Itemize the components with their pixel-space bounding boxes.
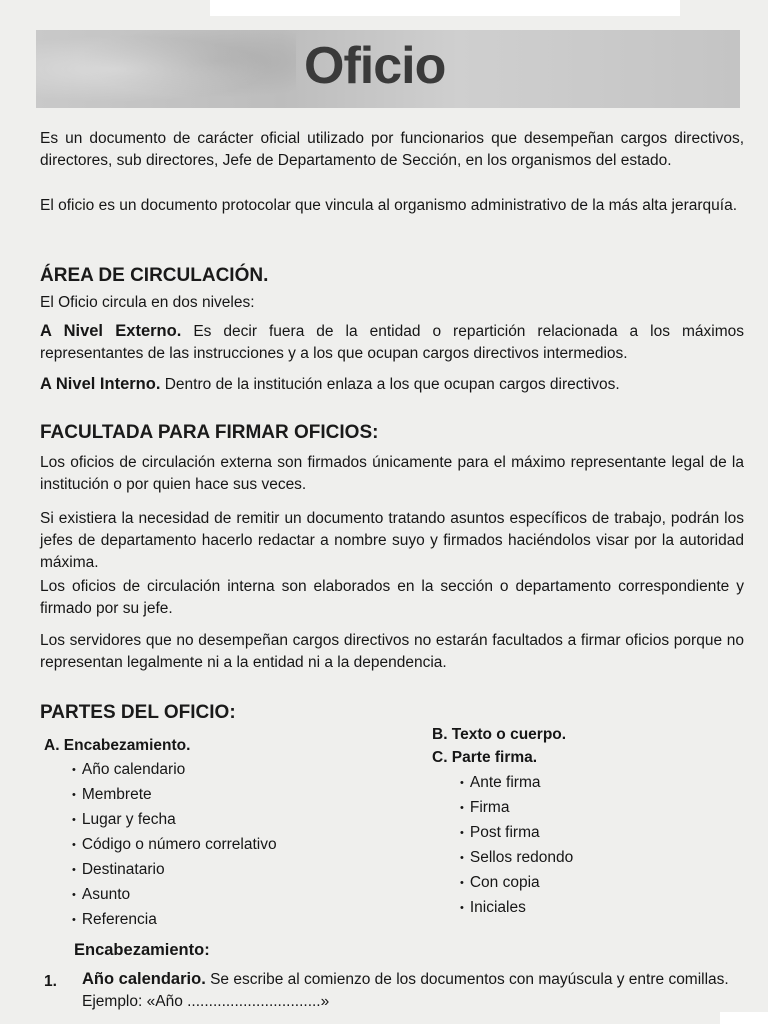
facultada-heading: FACULTADA PARA FIRMAR OFICIOS:	[40, 422, 379, 443]
list-item: • Lugar y fecha	[72, 808, 277, 833]
title-banner	[36, 30, 740, 108]
nivel-externo-label: A Nivel Externo.	[40, 322, 182, 340]
facultada-paragraph-2: Si existiera la necesidad de remitir un documento tratando asuntos específicos de trabajo, podrán los jefes de departamento hacerlo redactar a nombre suyo y firmados haciéndolos visar por la autoridad máxima.	[40, 510, 744, 571]
nivel-interno	[40, 373, 744, 396]
page-corner-edge	[720, 1012, 768, 1024]
encabezamiento-subheading: Encabezamiento:	[74, 941, 210, 959]
list-item: • Con copia	[460, 871, 573, 896]
page-title: Oficio	[304, 37, 446, 95]
list-item: • Sellos redondo	[460, 846, 573, 871]
texto-label: B. Texto o cuerpo.	[432, 726, 567, 743]
area-subtitle: El Oficio circula en dos niveles:	[40, 294, 255, 311]
nivel-interno-label: A Nivel Interno.	[40, 375, 161, 393]
ano-calendario-item	[82, 968, 750, 1013]
nivel-externo-text: Es decir fuera de la entidad o repartición relacionada a los máximos representantes de las instrucciones y a los que ocupan cargos directivos intermedios.	[40, 323, 744, 362]
list-item: • Destinatario	[72, 858, 277, 883]
intro-paragraph-2: El oficio es un documento protocolar que vincula al organismo administrativo de la más alta jerarquía.	[40, 197, 738, 214]
nivel-externo	[40, 320, 744, 365]
facultada-paragraph-1: Los oficios de circulación externa son firmados únicamente para el máximo representante legal de la institución o por quien hace sus veces.	[40, 454, 744, 493]
list-item: • Año calendario	[72, 758, 277, 783]
encabezamiento-label: A. Encabezamiento.	[44, 737, 191, 754]
ano-calendario-label: Año calendario.	[82, 970, 206, 988]
nivel-interno-text: Dentro de la institución enlaza a los que ocupan cargos directivos.	[164, 376, 620, 393]
list-item: • Ante firma	[460, 771, 573, 796]
list-item: • Asunto	[72, 883, 277, 908]
facultada-paragraph-4: Los servidores que no desempeñan cargos directivos no estarán facultados a firmar oficios porque no representan legalmente ni a la entidad ni a la dependencia.	[40, 632, 744, 671]
parte-firma-list	[460, 771, 573, 921]
list-item: • Firma	[460, 796, 573, 821]
page-top-edge	[210, 0, 680, 16]
ano-calendario-text: Se escribe al comienzo de los documentos con mayúscula y entre comillas. Ejemplo: «Año ...............................»	[82, 971, 729, 1010]
list-item: • Referencia	[72, 908, 277, 933]
parte-firma-label: C. Parte firma.	[432, 749, 538, 766]
list-item: • Código o número correlativo	[72, 833, 277, 858]
intro-paragraph-1: Es un documento de carácter oficial utilizado por funcionarios que desempeñan cargos directivos, directores, sub directores, Jefe de Departamento de Sección, en los organismos del estado.	[40, 130, 744, 169]
encabezamiento-list	[72, 758, 277, 933]
list-item: • Iniciales	[460, 896, 573, 921]
partes-heading: PARTES DEL OFICIO:	[40, 702, 236, 723]
banner-illustration	[36, 30, 296, 108]
item-number: 1.	[44, 973, 57, 990]
list-item: • Post firma	[460, 821, 573, 846]
area-heading: ÁREA DE CIRCULACIÓN.	[40, 265, 269, 286]
facultada-paragraph-3: Los oficios de circulación interna son elaborados en la sección o departamento correspondiente y firmado por su jefe.	[40, 578, 744, 617]
list-item: • Membrete	[72, 783, 277, 808]
